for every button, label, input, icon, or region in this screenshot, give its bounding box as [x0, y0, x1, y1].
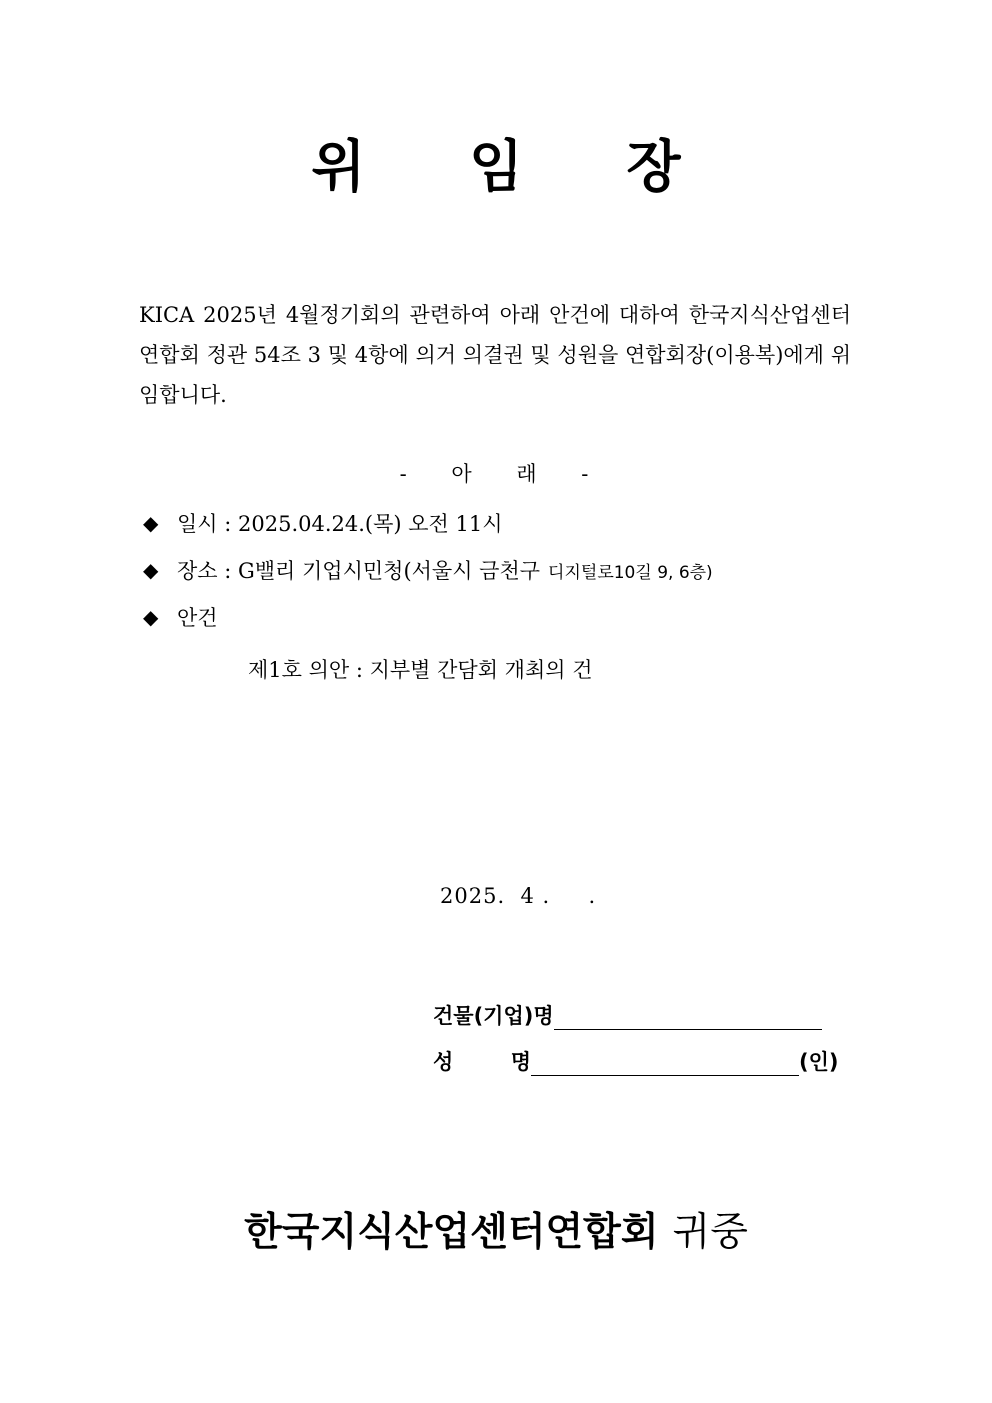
agenda-detail: 제1호 의안 : 지부별 간담회 개최의 건: [248, 658, 593, 682]
item-date: [143, 508, 503, 538]
diamond-bullet-icon: ◆: [143, 511, 159, 535]
item-agenda-text: 안건: [177, 606, 218, 630]
section-heading: - 아 래 -: [399, 462, 593, 486]
signer-name-field[interactable]: [531, 1051, 799, 1076]
item-agenda: [143, 602, 218, 632]
footer-recipient: [0, 1205, 992, 1261]
diamond-bullet-icon: ◆: [143, 558, 159, 582]
recipient-organization: 한국지식산업센터연합회: [244, 1210, 659, 1255]
item-place-address: 디지털로10길 9, 6층): [548, 562, 713, 583]
signed-date: 2025. 4 . .: [440, 884, 597, 908]
building-name-field[interactable]: [554, 1005, 822, 1030]
recipient-suffix: 귀중: [672, 1210, 748, 1255]
intro-paragraph: KICA 2025년 4월정기회의 관련하여 아래 안건에 대하여 한국지식산업센터연합회 정관 54조 3 및 4항에 의거 의결권 및 성원을 연합회장(이용복)에게 위임합니다.: [139, 303, 851, 407]
document-title: 위 임 장: [311, 135, 723, 200]
item-date-text: 일시 : 2025.04.24.(목) 오전 11시: [177, 512, 503, 536]
building-name-row: [433, 1000, 822, 1030]
item-place-text: 장소 : G밸리 기업시민청(서울시 금천구: [177, 559, 541, 583]
seal-mark: (인): [799, 1050, 839, 1074]
diamond-bullet-icon: ◆: [143, 605, 159, 629]
building-name-label: 건물(기업)명: [433, 1004, 554, 1028]
signer-name-row: [433, 1046, 838, 1076]
signer-name-label: 성 명: [433, 1050, 531, 1074]
item-place: [143, 555, 713, 585]
